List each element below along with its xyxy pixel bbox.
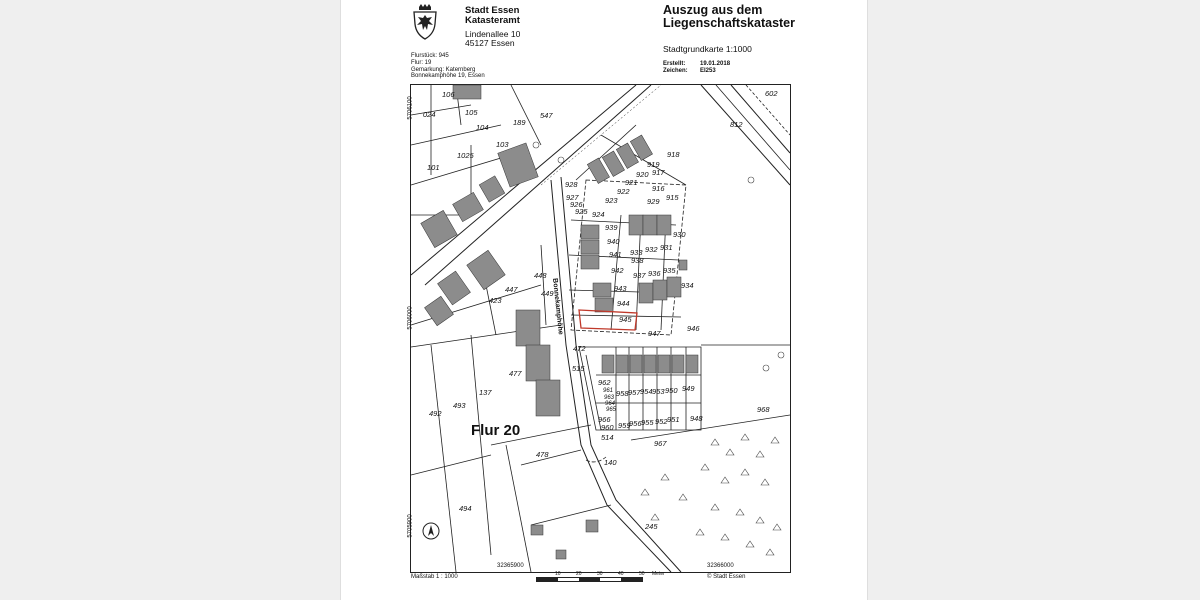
scale-tick-label: 30 — [597, 571, 603, 577]
gemarkung-info: Gemarkung: Katernberg — [411, 67, 476, 73]
parcel-label: 925 — [575, 207, 588, 216]
parcel-label: 947 — [648, 329, 661, 338]
parcel-label: 943 — [614, 284, 627, 293]
parcel-label: 245 — [645, 522, 658, 531]
parcel-label: 962 — [598, 378, 611, 387]
parcel-label: 547 — [540, 111, 553, 120]
coord-y-bottom: 5705900 — [407, 514, 414, 538]
parcel-label: 921 — [625, 178, 638, 187]
doc-title-line1: Auszug aus dem — [663, 3, 763, 17]
parcel-label: 104 — [476, 123, 489, 132]
parcel-label: 103 — [496, 140, 509, 149]
parcel-label: 105 — [465, 108, 478, 117]
parcel-label: 955 — [641, 418, 654, 427]
parcel-label highlighted: 945 — [619, 315, 632, 324]
parcel-label: 928 — [565, 180, 578, 189]
parcel-label: 449 — [541, 289, 554, 298]
parcel-label: 950 — [665, 386, 678, 395]
parcel-label: 929 — [647, 197, 660, 206]
parcel-label: 939 — [605, 223, 618, 232]
parcel-label: 447 — [505, 285, 518, 294]
parcel-label: 966 — [598, 415, 611, 424]
parcel-label: 968 — [757, 405, 770, 414]
parcel-label: 932 — [645, 245, 658, 254]
parcel-label: 916 — [652, 184, 665, 193]
parcel-label: 963 — [604, 395, 615, 401]
parcel-label: 1025 — [457, 151, 474, 160]
scale-unit: Meter — [652, 571, 665, 577]
parcel-label: 952 — [655, 417, 668, 426]
scale-text: Maßstab 1 : 1000 — [411, 574, 458, 580]
parcel-label: 812 — [730, 120, 743, 129]
parcel-label: 514 — [601, 433, 614, 442]
parcel-label: 960 — [601, 423, 614, 432]
parcel-label: 448 — [534, 271, 547, 280]
parcel-label: 940 — [607, 237, 620, 246]
parcel-label: 933 — [630, 248, 643, 257]
coord-y-mid: 5706000 — [407, 306, 414, 330]
parcel-label: 931 — [660, 243, 673, 252]
street-address: Lindenallee 10 — [465, 29, 521, 39]
parcel-label: 189 — [513, 118, 526, 127]
parcel-label: 515 — [572, 364, 585, 373]
flur-label: Flur 20 — [471, 422, 521, 439]
parcel-label: 941 — [609, 250, 622, 259]
coord-y-top: 5706100 — [407, 96, 414, 120]
parcel-label: 493 — [453, 401, 466, 410]
parcel-label: 949 — [682, 384, 695, 393]
parcel-label: 106 — [442, 90, 455, 99]
parcel-label: 917 — [652, 168, 665, 177]
parcel-label: 477 — [509, 369, 522, 378]
parcel-label: 964 — [605, 401, 616, 407]
created-value: 19.01.2018 — [700, 61, 731, 67]
coord-x-right: 32366000 — [707, 563, 734, 569]
scale-tick-label: 50 — [639, 571, 645, 577]
parcel-label: 958 — [616, 389, 629, 398]
parcel-label: 942 — [611, 266, 624, 275]
copyright: © Stadt Essen — [707, 574, 746, 580]
org-name: Stadt Essen — [465, 5, 520, 16]
parcel-label: 936 — [648, 269, 661, 278]
map-type: Stadtgrundkarte 1:1000 — [663, 44, 752, 54]
parcel-label: 967 — [654, 439, 667, 448]
sign-label: Zeichen: — [663, 68, 688, 74]
parcel-label: 919 — [647, 160, 660, 169]
parcel-label: 423 — [489, 296, 502, 305]
parcel-label: 938 — [631, 256, 644, 265]
coat-of-arms-icon — [410, 4, 440, 40]
scale-bar — [536, 577, 643, 582]
parcel-label: 930 — [673, 230, 686, 239]
parcel-number-info: Flurstück: 945 — [411, 53, 449, 59]
created-label: Erstellt: — [663, 61, 686, 67]
doc-title-line2: Liegenschaftskataster — [663, 16, 796, 30]
parcel-label: 494 — [459, 504, 472, 513]
parcel-label: 472 — [573, 344, 586, 353]
city-address: 45127 Essen — [465, 38, 515, 48]
coord-x-left: 32365900 — [497, 563, 524, 569]
parcel-label: 915 — [666, 193, 679, 202]
parcel-label: 935 — [663, 266, 676, 275]
parcel-label: 956 — [629, 419, 642, 428]
parcel-label: 923 — [605, 196, 618, 205]
parcel-label: 961 — [603, 388, 614, 394]
parcel-label: 137 — [479, 388, 492, 397]
scale-tick-label: 20 — [576, 571, 582, 577]
scale-tick-label: 40 — [618, 571, 624, 577]
parcel-label: 922 — [617, 187, 630, 196]
sign-value: EI253 — [700, 68, 716, 74]
parcel-label: 948 — [690, 414, 703, 423]
parcel-label: 920 — [636, 170, 649, 179]
parcel-label: 478 — [536, 450, 549, 459]
parcel-label: 926 — [570, 200, 583, 209]
cadastral-map — [407, 84, 791, 573]
parcel-label: 953 — [652, 387, 665, 396]
scale-tick-label: 10 — [555, 571, 561, 577]
parcel-label: 140 — [604, 458, 617, 467]
parcel-label: 602 — [765, 89, 778, 98]
parcel-label: 957 — [628, 388, 641, 397]
parcel-label: 944 — [617, 299, 630, 308]
parcel-label: 959 — [618, 421, 631, 430]
parcel-label: 924 — [592, 210, 605, 219]
parcel-label: 918 — [667, 150, 680, 159]
parcel-label: 934 — [681, 281, 694, 290]
street-name-label: Bonnekamphöhe — [550, 277, 564, 336]
flur-info: Flur: 19 — [411, 60, 432, 66]
org-department: Katasteramt — [465, 15, 520, 26]
parcel-label: 937 — [633, 271, 646, 280]
address-info: Bonnekamphöhe 19, Essen — [411, 73, 485, 79]
parcel-label: 024 — [423, 110, 436, 119]
parcel-label: 492 — [429, 409, 442, 418]
parcel-label: 954 — [640, 387, 653, 396]
parcel-label: 927 — [566, 193, 579, 202]
parcel-label: 946 — [687, 324, 700, 333]
parcel-label: 951 — [667, 415, 680, 424]
parcel-label: 965 — [606, 407, 617, 413]
parcel-label: 101 — [427, 163, 440, 172]
